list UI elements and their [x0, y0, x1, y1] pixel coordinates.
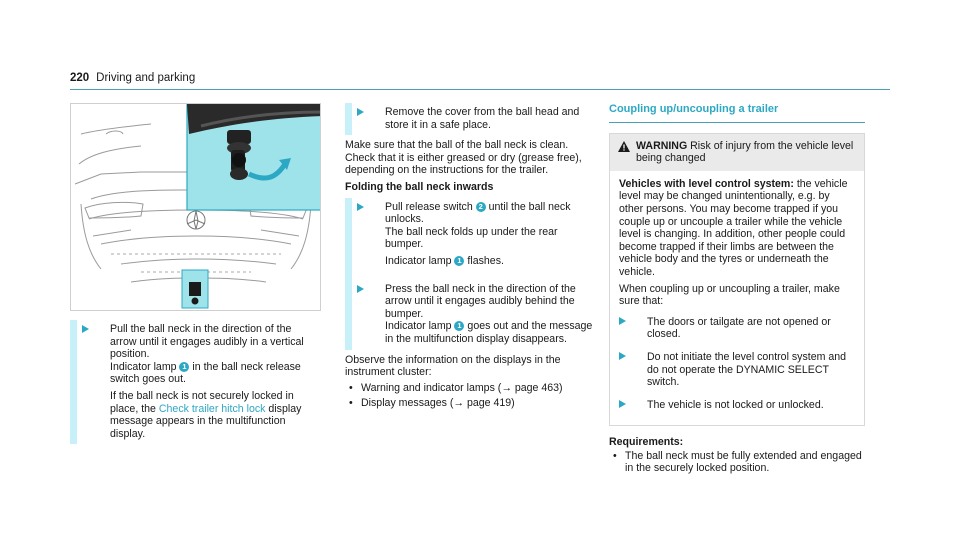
- page-number: 220: [70, 72, 90, 84]
- step-text: Pull release switch: [385, 200, 476, 213]
- warning-step: [619, 395, 855, 418]
- fold-in-block: [345, 198, 595, 350]
- step-text: The vehicle is not locked or unlocked.: [647, 398, 824, 411]
- list-item: • The ball neck must be fully extended and engaged in the securely locked position.: [609, 450, 865, 475]
- pull-ball-neck-block: [70, 320, 320, 444]
- requirements: [609, 436, 865, 475]
- warning-paragraph: When coupling up or uncoupling a trailer, make sure that:: [619, 282, 840, 308]
- list-item[interactable]: • Display messages (→ page 419): [345, 397, 595, 410]
- step-text: Indicator lamp: [385, 254, 455, 267]
- column-right: [609, 103, 865, 475]
- callout-badge: 1: [454, 321, 464, 331]
- step-arrow-icon: [82, 325, 90, 333]
- warning-text: Risk of injury from the vehicle level being changed: [636, 139, 854, 165]
- step-text: Press the ball neck in the direction of the arrow until it engages audibly behind the bumper.: [385, 282, 576, 320]
- warning-triangle-icon: [618, 141, 630, 152]
- rear-bumper-illustration: [70, 103, 321, 311]
- paragraph: Observe the information on the displays in the instrument cluster:: [345, 353, 561, 379]
- step-text: Remove the cover from the ball head and store it in a safe place.: [385, 106, 580, 131]
- callout-badge: 1: [179, 362, 189, 372]
- step-text: Indicator lamp: [110, 360, 180, 373]
- paragraph: Make sure that the ball of the ball neck is clean. Check that it is either greased or dry (grease free), depending on the instructions for the trailer.: [345, 139, 582, 177]
- warning-box: [609, 133, 865, 427]
- section-heading: Coupling up/uncoupling a trailer: [609, 103, 865, 123]
- warning-lead: Vehicles with level control system:: [619, 177, 794, 190]
- warning-body: [610, 171, 864, 426]
- step-text: display message appears in the multifunction display.: [110, 402, 302, 440]
- step-text: The ball neck folds up under the rear bumper.: [385, 225, 558, 251]
- column-middle: [345, 103, 595, 410]
- step-pull-ball-neck: [82, 320, 320, 444]
- step-text: in the ball neck release switch goes out.: [110, 360, 301, 386]
- warning-step: [619, 312, 855, 347]
- step-text: The doors or tailgate are not opened or closed.: [647, 315, 831, 341]
- step-arrow-icon: [619, 352, 627, 360]
- column-left: [70, 320, 320, 444]
- requirements-heading: Requirements:: [609, 436, 684, 449]
- section-title: Driving and parking: [96, 72, 196, 84]
- subheading: Folding the ball neck inwards: [345, 180, 494, 193]
- step-text: If the ball neck is not securely locked in place, the: [110, 389, 294, 415]
- logo-emblem: [187, 211, 205, 229]
- callout-badge: 1: [454, 256, 464, 266]
- list-item[interactable]: • Warning and indicator lamps (→ page 463): [345, 382, 595, 395]
- remove-cover-block: [345, 103, 595, 135]
- step-arrow-icon: [357, 285, 365, 293]
- step-text: Indicator lamp: [385, 320, 455, 333]
- warning-header: [610, 134, 864, 171]
- car-rear-drawing: [71, 104, 321, 311]
- step-text: flashes.: [464, 254, 504, 267]
- callout-badge: 2: [476, 202, 486, 212]
- step-remove-cover: [357, 103, 595, 135]
- step-pull-switch: [357, 198, 595, 272]
- step-arrow-icon: [357, 108, 365, 116]
- step-text: Pull the ball neck in the direction of the arrow until it engages audibly in a vertical position.: [110, 323, 304, 361]
- step-text: goes out and the message in the multifunction display disappears.: [385, 320, 593, 345]
- step-arrow-icon: [619, 317, 627, 325]
- step-arrow-icon: [619, 400, 627, 408]
- warning-paragraph: the vehicle level may be changed unintentionally, e.g. by other persons. You may become trapped if you couple up or uncouple a trailer while the vehicle level is changing. In addition, other people could become trapped if their limbs are between the vehicle body and the tyres or underneath the vehicle.: [619, 177, 848, 278]
- display-message-link[interactable]: Check trailer hitch lock: [158, 402, 266, 415]
- step-arrow-icon: [357, 203, 365, 211]
- header-divider: [70, 89, 890, 90]
- warning-step: [619, 347, 855, 395]
- step-press-ball-neck: [357, 280, 595, 350]
- warning-label: WARNING: [636, 139, 688, 152]
- step-text: Do not initiate the level control system and do not operate the DYNAMIC SELECT switch.: [647, 350, 847, 389]
- step-text: until the ball neck unlocks.: [385, 200, 571, 226]
